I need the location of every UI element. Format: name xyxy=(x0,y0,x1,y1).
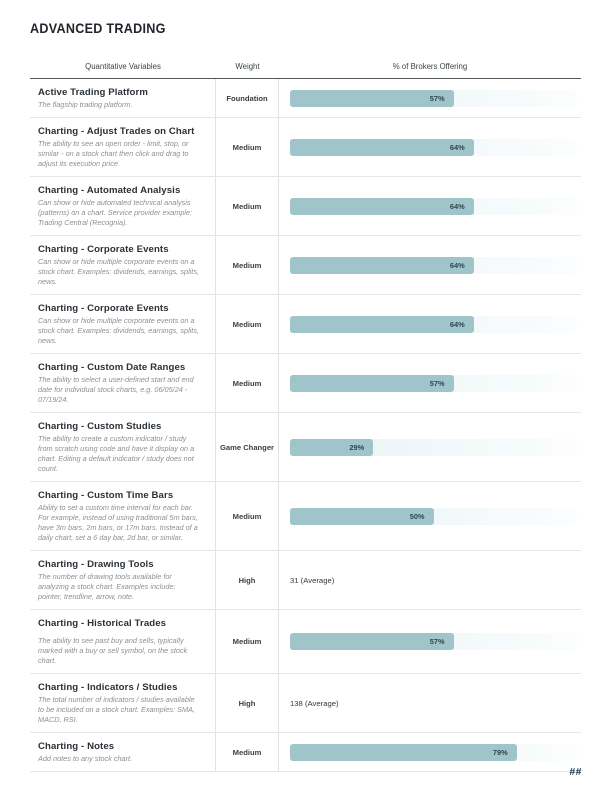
table-row xyxy=(30,482,581,551)
variable-description: The total number of indicators / studies available to be included on a stock chart. Examples: SMA, MACD, RSI. xyxy=(38,695,195,724)
variable-title: Charting - Custom Time Bars xyxy=(38,490,174,501)
brokers-bar-label: 64% xyxy=(449,260,465,270)
variable-description: Can show or hide multiple corporate events on a stock chart. Examples: dividends, earnings, splits, news. xyxy=(38,257,200,286)
variable-description: Can show or hide multiple corporate events on a stock chart. Examples: dividends, earnings, splits, news. xyxy=(38,316,200,345)
variable-cell xyxy=(30,413,216,481)
variable-description: Can show or hide automated technical analysis (patterns) on a chart. Service provider example: Trading Central (Recognia). xyxy=(38,198,193,227)
variable-title: Charting - Automated Analysis xyxy=(38,185,181,196)
weight-label: Medium xyxy=(216,177,279,235)
weight-label: Game Changer xyxy=(216,413,279,481)
value-cell xyxy=(279,610,581,673)
brokers-bar-fill xyxy=(290,633,454,650)
header-quantitative-variables: Quantitative Variables xyxy=(85,62,161,71)
brokers-bar-label: 57% xyxy=(429,637,445,646)
table-row xyxy=(30,354,581,413)
table-header xyxy=(30,57,581,79)
variable-cell xyxy=(30,551,216,609)
brokers-bar-track xyxy=(290,633,577,650)
variable-cell xyxy=(30,733,216,771)
value-cell xyxy=(279,177,581,235)
brokers-bar-label: 29% xyxy=(349,442,365,452)
brokers-bar-fill xyxy=(290,744,517,761)
table-row xyxy=(30,177,581,236)
table-row xyxy=(30,413,581,482)
table-row xyxy=(30,295,581,354)
variable-description: Add notes to any stock chart. xyxy=(38,754,133,763)
value-cell xyxy=(279,674,581,732)
variable-description: The ability to see an open order - limit, stop, or similar - on a stock chart then click and drag to adjust its execution price. xyxy=(38,139,189,168)
brokers-bar-label: 79% xyxy=(492,747,508,757)
quant-variables-table xyxy=(30,57,581,772)
table-row xyxy=(30,674,581,733)
variable-title: Charting - Corporate Events xyxy=(38,303,169,314)
variable-title: Charting - Historical Trades xyxy=(38,618,167,629)
brokers-bar-fill xyxy=(290,375,454,392)
table-row xyxy=(30,551,581,610)
variable-title: Charting - Drawing Tools xyxy=(38,559,154,570)
table-row xyxy=(30,610,581,674)
weight-label: Medium xyxy=(216,118,279,176)
brokers-bar-track xyxy=(290,198,577,215)
brokers-bar-label: 50% xyxy=(409,511,425,521)
variable-title: Charting - Corporate Events xyxy=(38,244,169,255)
value-cell xyxy=(279,551,581,609)
weight-label: Medium xyxy=(216,354,279,412)
value-cell xyxy=(279,354,581,412)
value-cell xyxy=(279,482,581,550)
table-row xyxy=(30,79,581,118)
weight-label: Medium xyxy=(216,610,279,673)
weight-label: Medium xyxy=(216,236,279,294)
brokers-average-text: 138 (Average) xyxy=(290,698,339,708)
variable-description: The flagship trading platform. xyxy=(38,100,133,109)
brokers-bar-fill xyxy=(290,257,474,274)
variable-cell xyxy=(30,674,216,732)
header-weight: Weight xyxy=(235,62,260,71)
brokers-bar-fill xyxy=(290,198,474,215)
weight-label: Medium xyxy=(216,295,279,353)
value-cell xyxy=(279,413,581,481)
variable-title: Charting - Indicators / Studies xyxy=(38,682,178,693)
value-cell xyxy=(279,236,581,294)
brokers-bar-label: 57% xyxy=(429,93,445,103)
variable-cell xyxy=(30,177,216,235)
variable-description: Ability to set a custom time interval for each bar. For example, instead of using traditional 5m bars, have 3m bars, 2m bars, or 17m bars. Instead of a daily chart, set a 6 day bar, 2d bar, or similar. xyxy=(38,503,198,542)
weight-label: Foundation xyxy=(216,79,279,117)
value-cell xyxy=(279,118,581,176)
value-cell xyxy=(279,79,581,117)
table-row xyxy=(30,733,581,772)
weight-label: High xyxy=(216,674,279,732)
brokers-bar-label: 64% xyxy=(449,142,465,152)
brokers-bar-label: 64% xyxy=(449,319,465,329)
table-row xyxy=(30,236,581,295)
brokers-average-text: 31 (Average) xyxy=(290,575,335,585)
page-number: ## xyxy=(569,766,582,778)
brokers-bar-track xyxy=(290,375,577,392)
variable-title: Charting - Custom Studies xyxy=(38,421,162,432)
weight-label: Medium xyxy=(216,733,279,771)
page-title: ADVANCED TRADING xyxy=(30,20,166,36)
variable-cell xyxy=(30,610,216,673)
variable-description: The number of drawing tools available for analyzing a stock chart. Examples include: pointer, trendline, arrow, note. xyxy=(38,572,176,601)
brokers-bar-label: 57% xyxy=(429,378,445,388)
table-row xyxy=(30,118,581,177)
brokers-bar-fill xyxy=(290,439,373,456)
variable-title: Charting - Adjust Trades on Chart xyxy=(38,126,195,137)
variable-cell xyxy=(30,354,216,412)
variable-description: The ability to see past buy and sells, typically marked with a buy or sell symbol, on the stock chart. xyxy=(38,636,188,665)
variable-cell xyxy=(30,236,216,294)
brokers-bar-label: 64% xyxy=(449,201,465,211)
variable-cell xyxy=(30,482,216,550)
variable-cell xyxy=(30,118,216,176)
brokers-bar-track xyxy=(290,744,577,761)
variable-title: Charting - Notes xyxy=(38,741,115,752)
brokers-bar-track xyxy=(290,508,577,525)
variable-title: Charting - Custom Date Ranges xyxy=(38,362,186,373)
brokers-bar-track xyxy=(290,316,577,333)
weight-label: Medium xyxy=(216,482,279,550)
brokers-bar-fill xyxy=(290,508,434,525)
brokers-bar-track xyxy=(290,257,577,274)
brokers-bar-fill xyxy=(290,316,474,333)
brokers-bar-track xyxy=(290,90,577,107)
brokers-bar-track xyxy=(290,139,577,156)
brokers-bar-fill xyxy=(290,90,454,107)
variable-cell xyxy=(30,79,216,117)
header-brokers-offering: % of Brokers Offering xyxy=(392,62,468,71)
weight-label: High xyxy=(216,551,279,609)
value-cell xyxy=(279,733,581,771)
brokers-bar-fill xyxy=(290,139,474,156)
brokers-bar-track xyxy=(290,439,577,456)
variable-cell xyxy=(30,295,216,353)
variable-description: The ability to select a user-defined start and end date for individual stock charts, e.g. 06/05/24 - 07/19/24. xyxy=(38,375,194,404)
variable-title: Active Trading Platform xyxy=(38,87,148,98)
variable-description: The ability to create a custom indicator / study from scratch using code and have it display on a chart. Editing a default indicator / study does not count. xyxy=(38,434,195,473)
value-cell xyxy=(279,295,581,353)
